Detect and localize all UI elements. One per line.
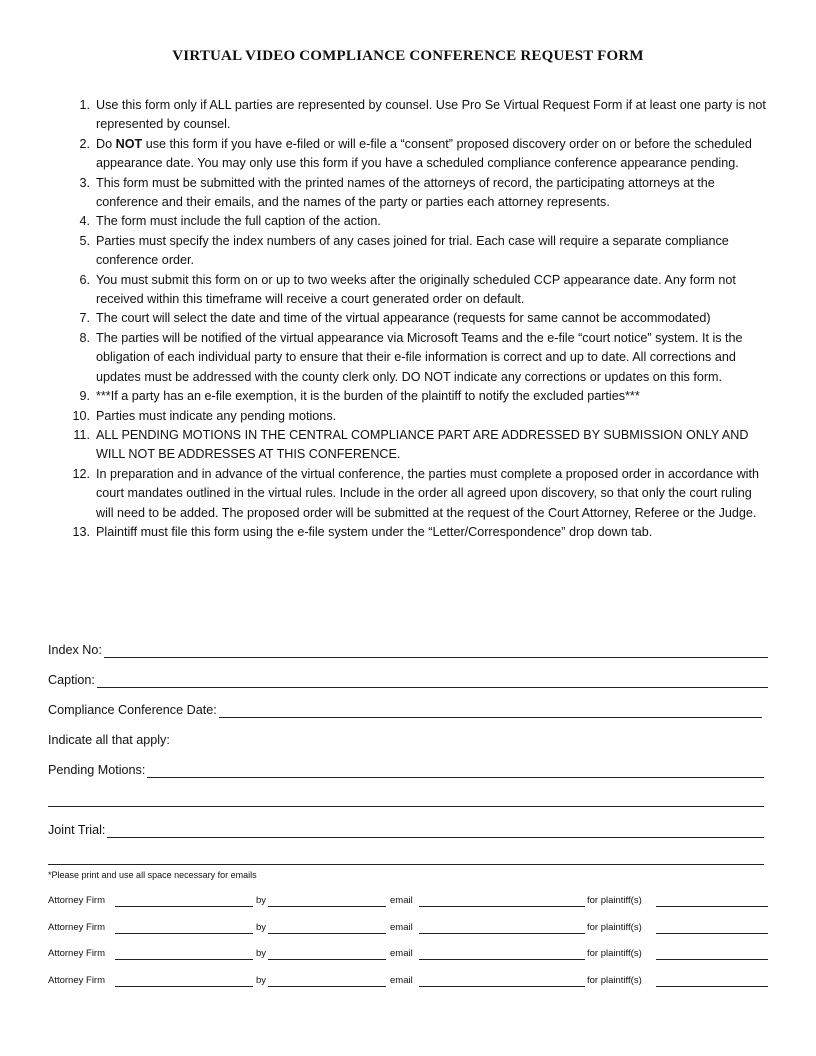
- instruction-text: use this form if you have e-filed or will e-file a “consent” proposed discovery order on or before the scheduled appearance date. You may only use this form if you have a scheduled compliance conference appearance pending.: [96, 136, 752, 171]
- attorney-for-plaintiff-input-line[interactable]: [656, 986, 768, 987]
- instruction-text: The form must include the full caption of the action.: [96, 214, 381, 229]
- index-no-field[interactable]: [48, 642, 768, 658]
- instruction-number: 7.: [79, 311, 90, 326]
- instruction-item: [70, 426, 770, 465]
- joint-trial-input-line[interactable]: [107, 825, 764, 838]
- attorney-email-input-line[interactable]: [419, 906, 585, 907]
- instruction-item: [70, 232, 770, 271]
- attorney-for-plaintiff-label: for plaintiff(s): [587, 948, 642, 959]
- attorney-email-label: email: [390, 895, 413, 906]
- instruction-text: ***If a party has an e-file exemption, it is the burden of the plaintiff to notify the excluded parties***: [96, 389, 640, 404]
- attorney-by-input-line[interactable]: [268, 986, 386, 987]
- joint-trial-extra-line[interactable]: [48, 864, 764, 865]
- instruction-number: 10.: [72, 408, 90, 423]
- attorney-for-plaintiff-label: for plaintiff(s): [587, 895, 642, 906]
- attorney-email-label: email: [390, 948, 413, 959]
- attorney-row: [48, 975, 768, 989]
- instruction-text: Plaintiff must file this form using the e-file system under the “Letter/Correspondence” drop down tab.: [96, 524, 653, 539]
- attorney-by-input-line[interactable]: [268, 959, 386, 960]
- instruction-text-pre: Do: [96, 136, 116, 151]
- attorney-by-label: by: [256, 948, 267, 959]
- attorney-for-plaintiff-input-line[interactable]: [656, 959, 768, 960]
- attorney-firm-input-line[interactable]: [115, 986, 253, 987]
- pending-motions-label: Pending Motions:: [48, 763, 146, 777]
- instruction-item: [70, 174, 770, 213]
- pending-motions-input-line[interactable]: [147, 765, 764, 778]
- instruction-text: Parties must specify the index numbers of any cases joined for trial. Each case will require a separate compliance conference order.: [96, 233, 729, 268]
- attorney-firm-input-line[interactable]: [115, 959, 253, 960]
- instruction-number: 3.: [79, 175, 90, 190]
- instruction-number: 13.: [72, 524, 90, 539]
- instruction-item: [70, 387, 770, 406]
- attorney-firm-label: Attorney Firm: [48, 975, 106, 986]
- caption-label: Caption:: [48, 673, 95, 687]
- attorney-email-label: email: [390, 975, 413, 986]
- instruction-text: The parties will be notified of the virtual appearance via Microsoft Teams and the e-file “court notice” system. It is the obligation of each individual party to ensure that their e-file information is correct and up to date. All corrections and updates must be addressed with the county clerk only. DO NOT indicate any corrections or updates on this form.: [96, 330, 743, 384]
- instruction-item: [70, 407, 770, 426]
- attorney-row: [48, 895, 768, 909]
- conference-date-label: Compliance Conference Date:: [48, 703, 217, 717]
- instruction-text: In preparation and in advance of the virtual conference, the parties must complete a proposed order in accordance with court mandates outlined in the virtual rules. Include in the order all agreed upon discovery, so that only the court ruling will need to be added. The proposed order will be submitted at the request of the Court Attorney, Referee or the Judge.: [96, 466, 759, 520]
- instruction-number: 12.: [72, 466, 90, 481]
- attorney-row: [48, 948, 768, 962]
- attorney-email-input-line[interactable]: [419, 959, 585, 960]
- attorney-by-label: by: [256, 975, 267, 986]
- indicate-label: Indicate all that apply:: [48, 733, 170, 747]
- pending-motions-field[interactable]: [48, 762, 764, 778]
- caption-field[interactable]: [48, 672, 768, 688]
- instruction-item: [70, 135, 770, 174]
- instruction-text: The court will select the date and time of the virtual appearance (requests for same cannot be accommodated): [96, 311, 711, 326]
- attorney-firm-label: Attorney Firm: [48, 922, 106, 933]
- instruction-item: [70, 309, 770, 328]
- instruction-number: 5.: [79, 233, 90, 248]
- instruction-item: [70, 212, 770, 231]
- instruction-emphasis: NOT: [115, 136, 143, 151]
- attorney-firm-input-line[interactable]: [115, 933, 253, 934]
- attorney-by-label: by: [256, 922, 267, 933]
- instructions-list: [70, 96, 770, 542]
- attorney-firm-label: Attorney Firm: [48, 895, 106, 906]
- joint-trial-field[interactable]: [48, 822, 764, 838]
- pending-motions-extra-line[interactable]: [48, 806, 764, 807]
- instruction-item: [70, 523, 770, 542]
- instruction-number: 1.: [79, 98, 90, 112]
- instruction-item: [70, 96, 770, 135]
- instruction-text: This form must be submitted with the printed names of the attorneys of record, the participating attorneys at the conference and their emails, and the names of the party or parties each attorney represents.: [96, 175, 715, 210]
- form-title: VIRTUAL VIDEO COMPLIANCE CONFERENCE REQUEST FORM: [172, 48, 644, 64]
- attorney-row: [48, 922, 768, 936]
- instruction-number: 11.: [73, 427, 90, 442]
- indicate-label-row: [48, 732, 768, 748]
- attorney-by-input-line[interactable]: [268, 906, 386, 907]
- index-no-label: Index No:: [48, 643, 102, 657]
- instruction-number: 2.: [79, 136, 90, 151]
- emails-note: *Please print and use all space necessary for emails: [48, 870, 257, 880]
- attorney-by-label: by: [256, 895, 267, 906]
- instruction-text: You must submit this form on or up to two weeks after the originally scheduled CCP appearance date. Any form not received within this timeframe will receive a court generated order on default.: [96, 272, 736, 307]
- conference-date-input-line[interactable]: [219, 705, 762, 718]
- joint-trial-label: Joint Trial:: [48, 823, 106, 837]
- instruction-number: 6.: [79, 272, 90, 287]
- instruction-text: ALL PENDING MOTIONS IN THE CENTRAL COMPLIANCE PART ARE ADDRESSED BY SUBMISSION ONLY AND WILL NOT BE ADDRESSES AT THIS CONFERENCE.: [96, 427, 749, 462]
- instruction-text: Parties must indicate any pending motions.: [96, 408, 337, 423]
- instruction-item: [70, 329, 770, 387]
- index-no-input-line[interactable]: [104, 645, 768, 658]
- attorney-firm-input-line[interactable]: [115, 906, 253, 907]
- instruction-item: [70, 271, 770, 310]
- attorney-for-plaintiff-input-line[interactable]: [656, 933, 768, 934]
- instruction-item: [70, 465, 770, 523]
- attorney-email-input-line[interactable]: [419, 933, 585, 934]
- attorney-email-input-line[interactable]: [419, 986, 585, 987]
- conference-date-field[interactable]: [48, 702, 762, 718]
- instruction-number: 8.: [79, 330, 90, 345]
- instruction-number: 9.: [79, 389, 90, 404]
- attorney-email-label: email: [390, 922, 413, 933]
- attorney-firm-label: Attorney Firm: [48, 948, 106, 959]
- attorney-by-input-line[interactable]: [268, 933, 386, 934]
- attorney-for-plaintiff-label: for plaintiff(s): [587, 975, 642, 986]
- attorney-for-plaintiff-label: for plaintiff(s): [587, 922, 642, 933]
- caption-input-line[interactable]: [97, 675, 768, 688]
- attorney-for-plaintiff-input-line[interactable]: [656, 906, 768, 907]
- instruction-number: 4.: [79, 214, 90, 229]
- instruction-text: Use this form only if ALL parties are represented by counsel. Use Pro Se Virtual Request Form if at least one party is not represented by counsel.: [96, 98, 766, 132]
